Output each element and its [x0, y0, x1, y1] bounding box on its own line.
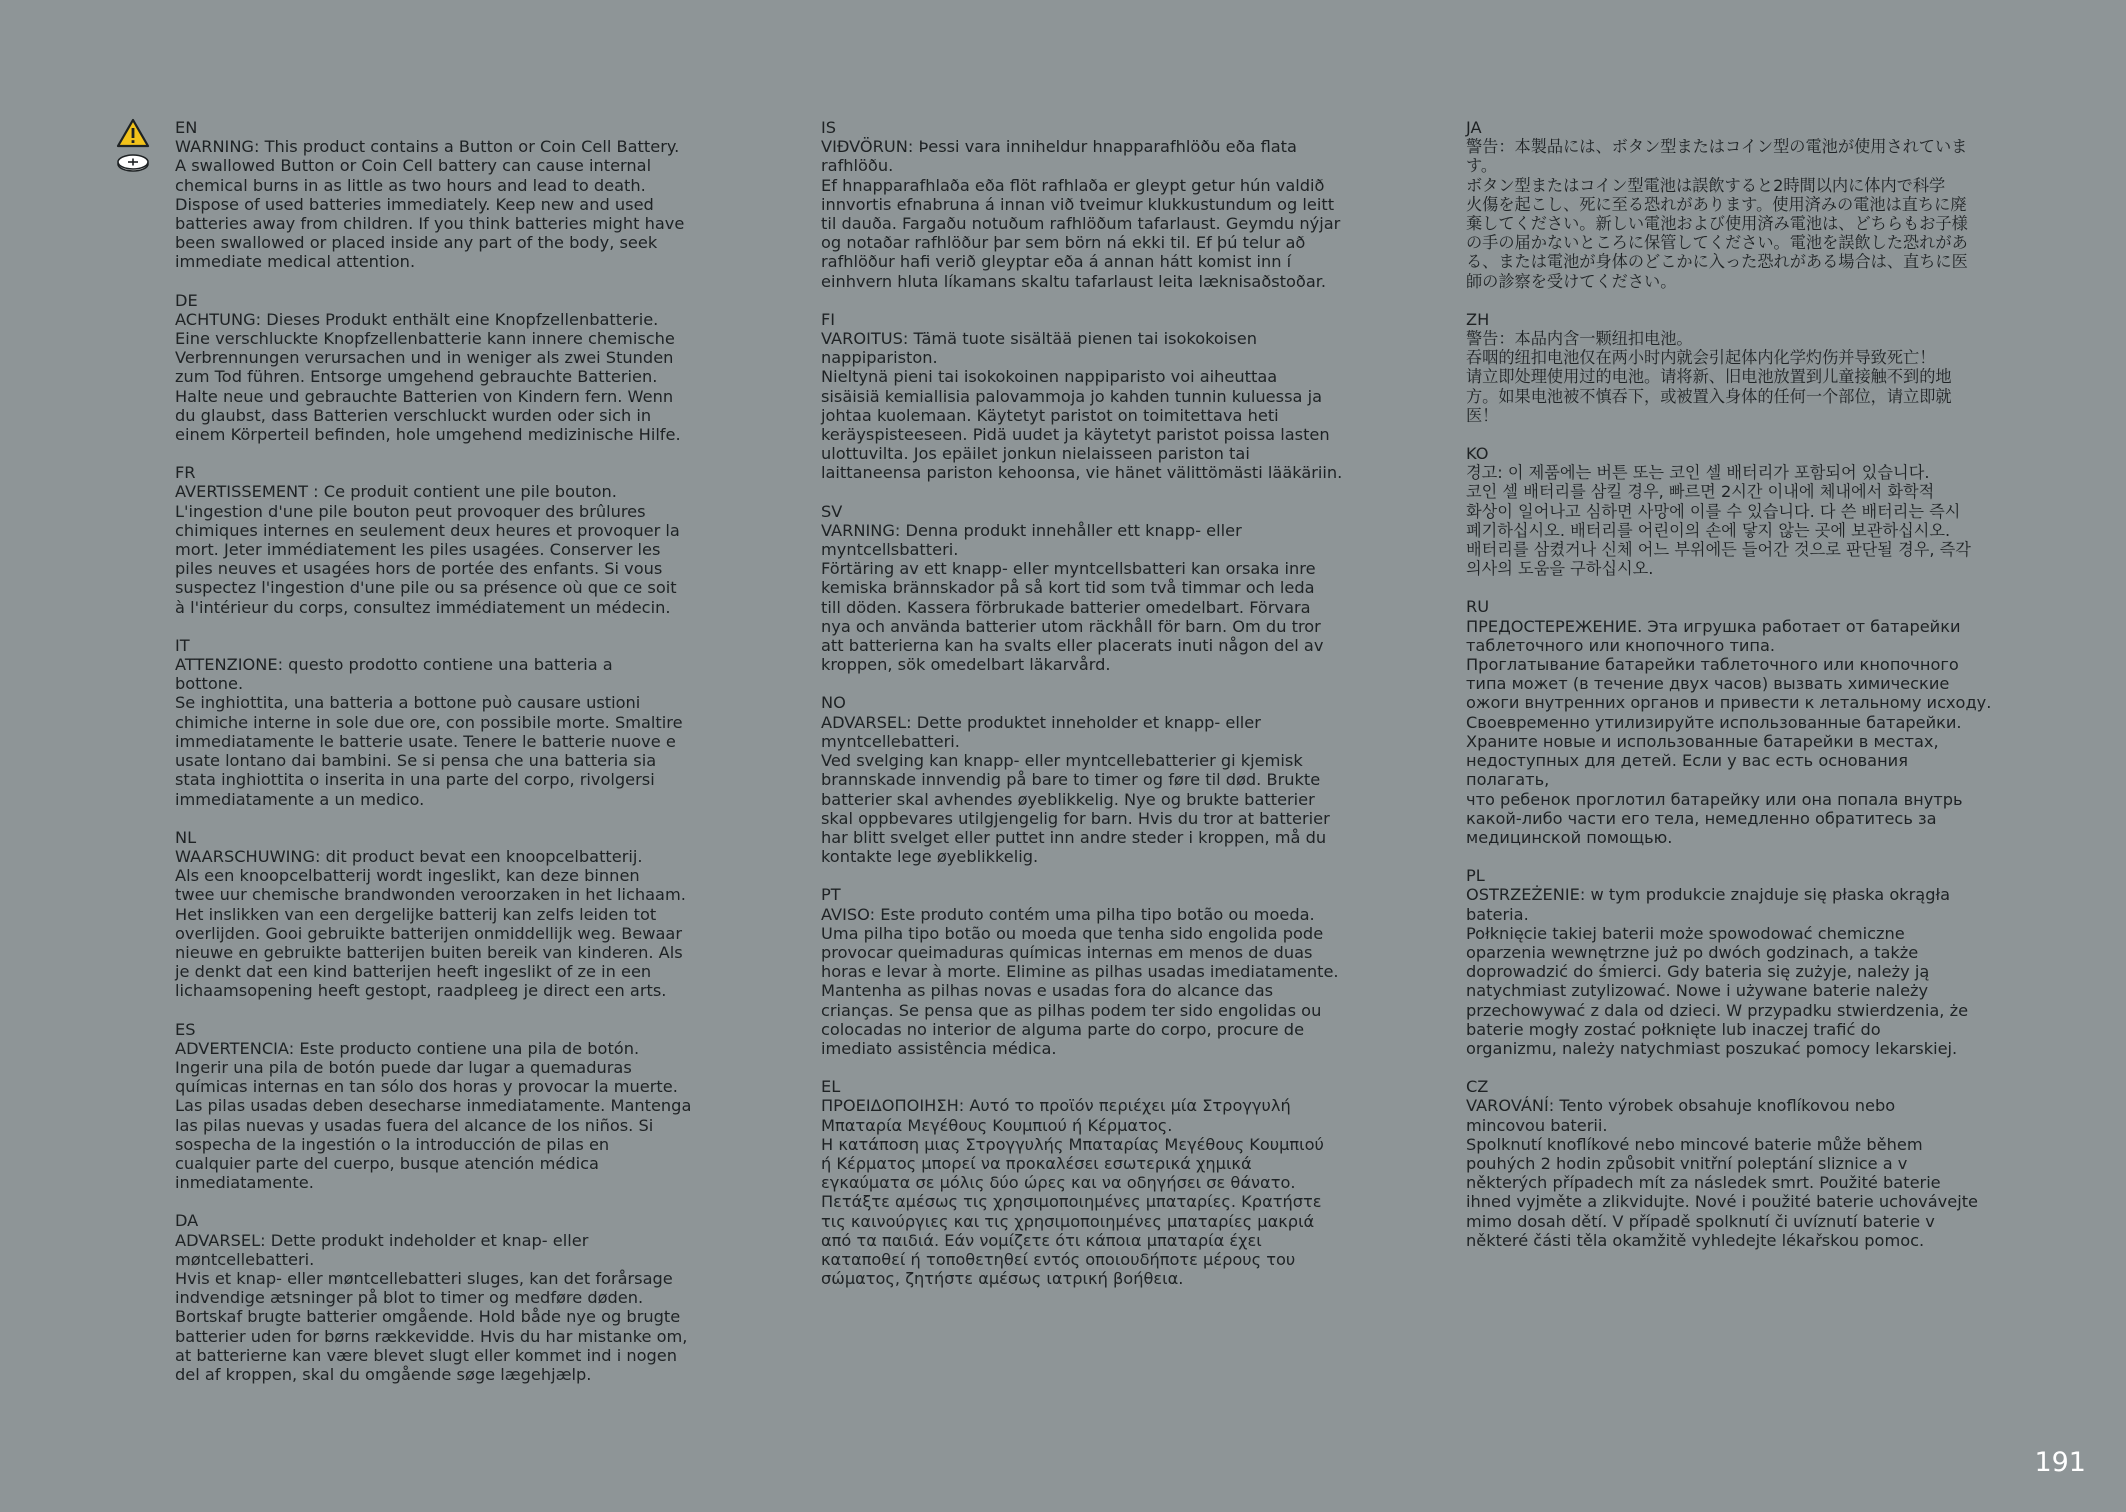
- warning-text-line: keräyspisteeseen. Pidä uudet ja käytetyt paristot poissa lasten: [821, 425, 1330, 445]
- warning-text-line: nieuwe en gebruikte batterijen buiten bereik van kinderen. Als: [175, 942, 683, 962]
- warning-section-it: [175, 636, 705, 809]
- warning-text-line: 배터리를 삼켰거나 신체 어느 부위에든 들어간 것으로 판단될 경우, 즉각: [1466, 540, 1971, 560]
- warning-text-line: kemiska brännskador på så kort tid som två timmar och leda: [821, 578, 1315, 598]
- warning-text-line: Bortskaf brugte batterier omgående. Hold både nye og brugte: [175, 1307, 681, 1327]
- warning-text-line: been swallowed or placed inside any part of the body, seek: [175, 233, 658, 253]
- warning-text-line: chimiche interne in sole due ore, con possibile morte. Smaltire: [175, 712, 683, 732]
- warning-text-line: lichaamsopening heeft gestopt, raadpleeg je direct een arts.: [175, 981, 667, 1001]
- warning-text-line: skal oppbevares utilgjengelig for barn. Hvis du tror at batterier: [821, 808, 1330, 828]
- warning-text-line: du glaubst, dass Batterien verschluckt wurden oder sich in: [175, 405, 652, 425]
- language-code: NO: [821, 693, 846, 713]
- warning-text-line: VIÐVÖRUN: Þessi vara inniheldur hnapparafhlöðu eða flata: [821, 137, 1297, 157]
- warning-text-line: 경고: 이 제품에는 버튼 또는 코인 셀 배터리가 포함되어 있습니다.: [1466, 463, 1930, 483]
- warning-text-line: 请立即处理使用过的电池。请将新、旧电池放置到儿童接触不到的地: [1466, 367, 1952, 387]
- warning-text-line: A swallowed Button or Coin Cell battery can cause internal: [175, 156, 652, 176]
- warning-text-line: типа может (в течение двух часов) вызвать химические: [1466, 674, 1950, 694]
- warning-text-line: zum Tod führen. Entsorge umgehend gebrauchte Batterien.: [175, 367, 658, 387]
- warning-text-line: что ребенок проглотил батарейку или она попала внутрь: [1466, 789, 1963, 809]
- warning-text-line: Verbrennungen verursachen und in weniger als zwei Stunden: [175, 348, 674, 368]
- warning-text-line: usate lontano dai bambini. Se si pensa che una batteria sia: [175, 751, 657, 771]
- warning-text-line: ACHTUNG: Dieses Produkt enthält eine Knopfzellenbatterie.: [175, 309, 659, 329]
- warning-text-line: ADVERTENCIA: Este producto contiene una pila de botón.: [175, 1038, 640, 1058]
- warning-text-line: bottone.: [175, 674, 244, 694]
- warning-text-line: att batterierna kan ha svalts eller placerats inuti någon del av: [821, 636, 1324, 656]
- warning-text-line: Förtäring av ett knapp- eller myntcellsbatteri kan orsaka inre: [821, 559, 1316, 579]
- warning-text-line: je denkt dat een kind batterijen heeft ingeslikt of ze in een: [175, 962, 652, 982]
- warning-text-line: natychmiast zutylizować. Nowe i używane baterie należy: [1466, 981, 1929, 1001]
- page-number: 191: [2034, 1447, 2086, 1478]
- language-code: KO: [1466, 444, 1489, 464]
- warning-text-line: 警告：本製品には、ボタン型またはコイン型の電池が使用されていま: [1466, 137, 1968, 157]
- warning-text-line: twee uur chemische brandwonden veroorzaken in het lichaam.: [175, 885, 686, 905]
- warning-text-line: químicas internas en tan sólo dos horas y provocar la muerte.: [175, 1077, 678, 1097]
- warning-text-line: kroppen, sök omedelbart läkarvård.: [821, 655, 1111, 675]
- warning-text-line: doprowadzić do śmierci. Gdy bateria się zużyje, należy ją: [1466, 962, 1930, 982]
- warning-text-line: imediato assistência médica.: [821, 1038, 1057, 1058]
- language-code: ZH: [1466, 309, 1490, 329]
- warning-text-line: Ved svelging kan knapp- eller myntcellebatterier gi kjemisk: [821, 751, 1303, 771]
- warning-section-es: [175, 1020, 705, 1193]
- warning-text-line: rafhlöðu.: [821, 156, 894, 176]
- column-2: [821, 118, 1351, 1307]
- warning-text-line: pouhých 2 hodin způsobit vnitřní poleptání sliznice a v: [1466, 1153, 1908, 1173]
- warning-text-line: ПРЕДОСТЕРЕЖЕНИЕ. Эта игрушка работает от батарейки: [1466, 616, 1961, 636]
- warning-text-line: suspectez l'ingestion d'une pile ou sa présence où que ce soit: [175, 578, 677, 598]
- warning-text-line: 吞咽的纽扣电池仅在两小时内就会引起体内化学灼伤并导致死亡！: [1466, 348, 1936, 368]
- warning-text-line: Dispose of used batteries immediately. Keep new and used: [175, 194, 654, 214]
- warning-section-pl: [1466, 866, 1996, 1058]
- warning-text-line: einem Körperteil befinden, hole umgehend medizinische Hilfe.: [175, 425, 681, 445]
- language-code: PL: [1466, 866, 1485, 886]
- warning-section-el: [821, 1077, 1351, 1288]
- warning-text-line: crianças. Se pensa que as pilhas podem ter sido engolidas ou: [821, 1000, 1322, 1020]
- warning-text-line: myntcellsbatteri.: [821, 540, 959, 560]
- warning-text-line: Połknięcie takiej baterii może spowodować chemiczne: [1466, 923, 1905, 943]
- warning-text-line: WARNING: This product contains a Button or Coin Cell Battery.: [175, 137, 680, 157]
- warning-text-line: batteries away from children. If you think batteries might have: [175, 214, 685, 234]
- warning-text-line: OSTRZEŻENIE: w tym produkcie znajduje się płaska okrągła: [1466, 885, 1950, 905]
- warning-text-line: ATTENZIONE: questo prodotto contiene una batteria a: [175, 655, 613, 675]
- warning-text-line: Se inghiottita, una batteria a bottone può causare ustioni: [175, 693, 641, 713]
- warning-text-line: overlijden. Gooi gebruikte batterijen onmiddellijk weg. Bewaar: [175, 923, 682, 943]
- warning-text-line: til dauða. Fargaðu notuðum rafhlöðum tafarlaust. Geymdu nýjar: [821, 214, 1341, 234]
- language-code: EN: [175, 118, 198, 137]
- warning-text-line: εγκαύματα σε μόλις δύο ώρες και να οδηγήσει σε θάνατο.: [821, 1173, 1296, 1193]
- column-1: [175, 118, 705, 1403]
- warning-text-line: VARNING: Denna produkt innehåller ett knapp- eller: [821, 520, 1242, 540]
- language-code: SV: [821, 501, 843, 521]
- warning-text-line: VAROITUS: Tämä tuote sisältää pienen tai isokokoisen: [821, 329, 1257, 349]
- warning-text-line: chemical burns in as little as two hours and lead to death.: [175, 175, 646, 195]
- language-code: RU: [1466, 597, 1490, 617]
- warning-text-line: какой-либо части его тела, немедленно обратитесь за: [1466, 808, 1937, 828]
- warning-text-line: immediatamente le batterie usate. Tenere le batterie nuove e: [175, 731, 676, 751]
- warning-text-line: immediate medical attention.: [175, 252, 416, 272]
- warning-text-line: indvendige ætsninger på blot to timer og medføre døden.: [175, 1288, 644, 1308]
- warning-text-line: sospecha de la ingestión o la introducción de pilas en: [175, 1134, 610, 1154]
- warning-text-line: baterie mogły zostać połknięte lub inaczej trafić do: [1466, 1019, 1881, 1039]
- warning-text-line: innvortis efnabruna á innan við tveimur klukkustundum og leitt: [821, 194, 1335, 214]
- warning-text-line: cualquier parte del cuerpo, busque atención médica: [175, 1153, 599, 1173]
- warning-section-zh: [1466, 310, 1996, 425]
- warning-text-line: provocar queimaduras químicas internas em menos de duas: [821, 942, 1313, 962]
- warning-text-line: 의사의 도움을 구하십시오.: [1466, 559, 1654, 579]
- warning-text-line: AVISO: Este produto contém uma pilha tipo botão ou moeda.: [821, 904, 1315, 924]
- warning-text-line: horas e levar à morte. Elimine as pilhas usadas imediatamente.: [821, 962, 1339, 982]
- warning-text-line: piles neuves et usagées hors de portée des enfants. Si vous: [175, 559, 663, 579]
- warning-section-de: [175, 291, 705, 445]
- warning-text-line: mort. Jeter immédiatement les piles usagées. Conserver les: [175, 540, 661, 560]
- warning-text-line: 火傷を起こし、死に至る恐れがあります。使用済みの電池は直ちに廃: [1466, 194, 1967, 214]
- warning-text-line: Hvis et knap- eller møntcellebatteri sluges, kan det forårsage: [175, 1268, 673, 1288]
- warning-text-line: καταποθεί ή τοποθετηθεί εντός οποιουδήποτε μέρους του: [821, 1249, 1296, 1269]
- warning-text-line: Eine verschluckte Knopfzellenbatterie kann innere chemische: [175, 329, 675, 349]
- warning-text-line: す。: [1466, 156, 1498, 176]
- warning-section-en: [175, 118, 705, 272]
- warning-section-da: [175, 1211, 705, 1384]
- warning-text-line: 화상이 일어나고 심하면 사망에 이를 수 있습니다. 다 쓴 배터리는 즉시: [1466, 501, 1961, 521]
- language-code: ES: [175, 1019, 196, 1039]
- language-code: FI: [821, 309, 836, 329]
- warning-triangle-icon: [116, 118, 150, 148]
- warning-text-line: Μπαταρία Μεγέθους Κουμπιού ή Κέρματος.: [821, 1115, 1173, 1135]
- warning-text-line: sisäisiä kemiallisia palovammoja jo kahden tunnin kuluessa ja: [821, 386, 1322, 406]
- language-code: CZ: [1466, 1077, 1489, 1097]
- warning-text-line: ボタン型またはコイン型電池は誤飲すると2時間以内に体内で科学: [1466, 175, 1946, 195]
- warning-text-line: møntcellebatteri.: [175, 1249, 315, 1269]
- warning-text-line: oparzenia wewnętrzne już po dwóch godzinach, a także: [1466, 942, 1919, 962]
- warning-text-line: immediatamente a un medico.: [175, 789, 425, 809]
- warning-text-line: mimo dosah dětí. V případě spolknutí či uvíznutí baterie v: [1466, 1211, 1935, 1231]
- warning-text-line: bateria.: [1466, 904, 1529, 924]
- warning-section-no: [821, 693, 1351, 866]
- warning-text-line: brannskade innvendig på bare to timer og føre til død. Brukte: [821, 770, 1321, 790]
- warning-text-line: 方。如果电池被不慎吞下，或被置入身体的任何一个部位，请立即就: [1466, 386, 1952, 406]
- warning-text-line: nya och använda batterier utom räckhåll för barn. Om du tror: [821, 616, 1321, 636]
- warning-text-line: 코인 셀 배터리를 삼킬 경우, 빠르면 2시간 이내에 체내에서 화학적: [1466, 482, 1935, 502]
- warning-text-line: przechowywać z dala od dzieci. W przypadku stwierdzenia, że: [1466, 1000, 1969, 1020]
- warning-text-line: από τα παιδιά. Εάν νομίζετε ότι κάποια μπαταρία έχει: [821, 1230, 1262, 1250]
- warning-text-line: některých případech mít za následek smrt. Použité baterie: [1466, 1173, 1941, 1193]
- language-code: IS: [821, 118, 837, 137]
- warning-text-line: ожоги внутренних органов и привести к летальному исходу.: [1466, 693, 1992, 713]
- warning-text-line: inmediatamente.: [175, 1173, 314, 1193]
- warning-text-line: Spolknutí knoflíkové nebo mincové baterie může během: [1466, 1134, 1923, 1154]
- warning-text-line: ΠΡΟΕΙΔΟΠΟΙΗΣΗ: Αυτό το προϊόν περιέχει μία Στρογγυλή: [821, 1096, 1291, 1116]
- warning-text-line: Nieltynä pieni tai isokokoinen nappiparisto voi aiheuttaa: [821, 367, 1278, 387]
- warning-section-fi: [821, 310, 1351, 483]
- language-code: JA: [1466, 118, 1482, 137]
- warning-text-line: 棄してください。新しい電池および使用済み電池は、どちらもお子様: [1466, 214, 1968, 234]
- warning-text-line: myntcellebatteri.: [821, 731, 960, 751]
- warning-text-line: Las pilas usadas deben desecharse inmediatamente. Mantenga: [175, 1096, 692, 1116]
- warning-text-line: at batterierne kan være blevet slugt eller kommet ind i nogen: [175, 1345, 678, 1365]
- language-code: DE: [175, 290, 198, 310]
- warning-text-line: の手の届かないところに保管してください。電池を誤飲した恐れがあ: [1466, 233, 1968, 253]
- warning-icons: [116, 118, 152, 173]
- warning-text-line: batterier skal avhendes øyeblikkelig. Nye og brukte batterier: [821, 789, 1315, 809]
- warning-text-line: og notaðar rafhlöður þar sem börn ná ekki til. Ef þú telur að: [821, 233, 1306, 253]
- warning-text-line: ADVARSEL: Dette produkt indeholder et knap- eller: [175, 1230, 589, 1250]
- warning-text-line: chimiques internes en seulement deux heures et provoquer la: [175, 520, 680, 540]
- warning-text-line: batterier uden for børns rækkevidde. Hvis du har mistanke om,: [175, 1326, 688, 1346]
- warning-text-line: 師の診察を受けてください。: [1466, 271, 1677, 291]
- warning-text-line: nappipariston.: [821, 348, 938, 368]
- language-code: FR: [175, 463, 196, 483]
- warning-text-line: τις καινούργιες και τις χρησιμοποιημένες μπαταρίες μακριά: [821, 1211, 1315, 1231]
- warning-text-line: る、または電池が身体のどこかに入った恐れがある場合は、直ちに医: [1466, 252, 1968, 272]
- warning-section-pt: [821, 885, 1351, 1058]
- warning-text-line: Ingerir una pila de botón puede dar lugar a quemaduras: [175, 1057, 632, 1077]
- warning-text-line: del af kroppen, skal du omgående søge lægehjælp.: [175, 1364, 592, 1384]
- warning-section-is: [821, 118, 1351, 291]
- warning-text-line: 폐기하십시오. 배터리를 어린이의 손에 닿지 않는 곳에 보관하십시오.: [1466, 520, 1951, 540]
- warning-text-line: Mantenha as pilhas novas e usadas fora do alcance das: [821, 981, 1274, 1001]
- warning-text-line: ή Κέρματος μπορεί να προκαλέσει εσωτερικά χημικά: [821, 1153, 1252, 1173]
- warning-text-line: stata inghiottita o inserita in una parte del corpo, rivolgersi: [175, 770, 655, 790]
- warning-text-line: Halte neue und gebrauchte Batterien von Kindern fern. Wenn: [175, 386, 674, 406]
- warning-text-line: mincovou baterii.: [1466, 1115, 1608, 1135]
- warning-text-line: colocadas no interior de alguma parte do corpo, procure de: [821, 1019, 1305, 1039]
- warning-text-line: Η κατάποση μιας Στρογγυλής Μπαταρίας Μεγέθους Κουμπιού: [821, 1134, 1324, 1154]
- warning-text-line: Πετάξτε αμέσως τις χρησιμοποιημένες μπαταρίες. Κρατήστε: [821, 1192, 1322, 1212]
- language-code: PT: [821, 885, 841, 905]
- warning-text-line: har blitt svelget eller puttet inn andre steder i kroppen, må du: [821, 827, 1327, 847]
- warning-section-ko: [1466, 444, 1996, 578]
- warning-text-line: Ef hnapparafhlaða eða flöt rafhlaða er gleypt getur hún valdið: [821, 175, 1325, 195]
- warning-text-line: L'ingestion d'une pile bouton peut provoquer des brûlures: [175, 501, 646, 521]
- warning-text-line: einhvern hluta líkamans skaltu tafarlaust leita læknisaðstoðar.: [821, 271, 1327, 291]
- warning-text-line: ulottuvilta. Jos epäilet jonkun nielaisseen pariston tai: [821, 444, 1250, 464]
- warning-section-ja: [1466, 118, 1996, 291]
- warning-text-line: медицинской помощью.: [1466, 827, 1673, 847]
- warning-text-line: Своевременно утилизируйте использованные батарейки.: [1466, 712, 1962, 732]
- warning-text-line: Проглатывание батарейки таблеточного или кнопочного: [1466, 655, 1959, 675]
- warning-text-line: johtaa kuolemaan. Käytetyt paristot on toimitettava heti: [821, 405, 1279, 425]
- warning-section-fr: [175, 463, 705, 617]
- warning-text-line: ADVARSEL: Dette produktet inneholder et knapp- eller: [821, 712, 1261, 732]
- warning-text-line: Храните новые и использованные батарейки в местах,: [1466, 731, 1939, 751]
- warning-text-line: organizmu, należy natychmiast poszukać pomocy lekarskiej.: [1466, 1038, 1958, 1058]
- warning-text-line: σώματος, ζητήστε αμέσως ιατρική βοήθεια.: [821, 1269, 1184, 1289]
- warning-text-line: VAROVÁNÍ: Tento výrobek obsahuje knoflíkovou nebo: [1466, 1096, 1896, 1116]
- warning-text-line: rafhlöður hafi verið gleyptar eða á annan hátt komist inn í: [821, 252, 1292, 272]
- warning-text-line: laittaneensa pariston kehoonsa, vie hänet välittömästi lääkäriin.: [821, 463, 1343, 483]
- warning-text-line: 医！: [1466, 405, 1499, 425]
- warning-text-line: Het inslikken van een dergelijke batterij kan zelfs leiden tot: [175, 904, 657, 924]
- warning-text-line: některé části těla okamžitě vyhledejte lékařskou pomoc.: [1466, 1230, 1925, 1250]
- warning-section-sv: [821, 502, 1351, 675]
- warning-section-cz: [1466, 1077, 1996, 1250]
- warning-section-nl: [175, 828, 705, 1001]
- language-code: DA: [175, 1211, 199, 1231]
- warning-text-line: à l'intérieur du corps, consultez immédiatement un médecin.: [175, 597, 671, 617]
- warning-text-line: Uma pilha tipo botão ou moeda que tenha sido engolida pode: [821, 923, 1324, 943]
- warning-text-line: недоступных для детей. Если у вас есть основания полагать,: [1466, 751, 1908, 790]
- warning-text-line: таблеточного или кнопочного типа.: [1466, 635, 1776, 655]
- warning-text-line: Als een knoopcelbatterij wordt ingeslikt, kan deze binnen: [175, 866, 640, 886]
- language-code: NL: [175, 827, 197, 847]
- warning-text-line: WAARSCHUWING: dit product bevat een knoopcelbatterij.: [175, 846, 643, 866]
- warning-text-line: 警告：本品内含一颗纽扣电池。: [1466, 329, 1693, 349]
- language-code: IT: [175, 635, 190, 655]
- warning-text-line: AVERTISSEMENT : Ce produit contient une pile bouton.: [175, 482, 617, 502]
- warning-section-ru: [1466, 597, 1996, 847]
- language-code: EL: [821, 1077, 841, 1097]
- warning-text-line: ihned vyjměte a zlikvidujte. Nové i použité baterie uchovávejte: [1466, 1192, 1979, 1212]
- warning-text-line: kontakte lege øyeblikkelig.: [821, 847, 1039, 867]
- warning-text-line: las pilas nuevas y usadas fuera del alcance de los niños. Si: [175, 1115, 654, 1135]
- warning-text-line: till döden. Kassera förbrukade batterier omedelbart. Förvara: [821, 597, 1311, 617]
- column-3: [1466, 118, 1996, 1269]
- coin-battery-icon: [116, 153, 150, 173]
